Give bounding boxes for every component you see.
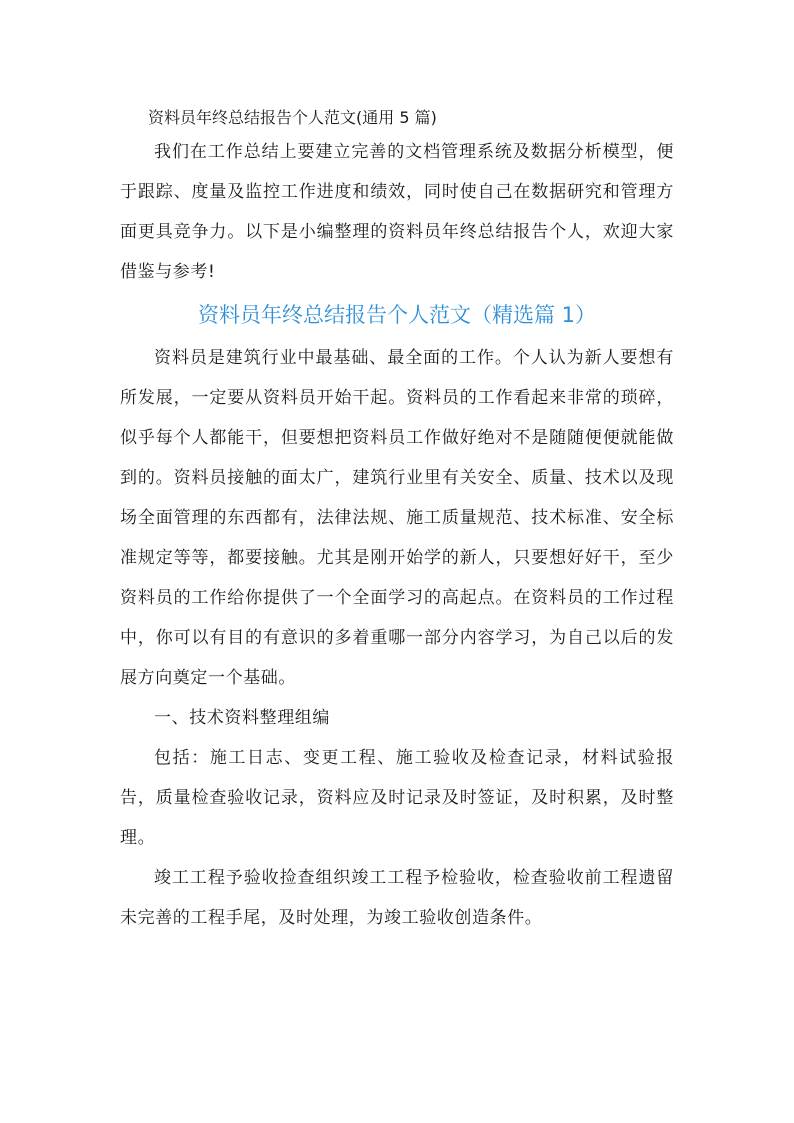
body-paragraph: 包括：施工日志、变更工程、施工验收及检查记录，材料试验报告，质量检查验收记录，资料应及时记录及时签证，及时积累，及时整理。: [120, 748, 674, 848]
body-paragraph: 资料员是建筑行业中最基础、最全面的工作。个人认为新人要想有所发展，一定要从资料员开始干起。资料员的工作看起来非常的琐碎，似乎每个人都能干，但要想把资料员工作做好绝对不是随随便便就能做到的。资料员接触的面太广，建筑行业里有关安全、质量、技术以及现场全面管理的东西都有，法律法规、施工质量规范、技术标准、安全标准规定等等，都要接触。尤其是刚开始学的新人，只要想好好干，至少资料员的工作给你提供了一个全面学习的高起点。在资料员的工作过程中，你可以有目的有意识的多着重哪一部分内容学习，为自己以后的发展方向奠定一个基础。: [120, 348, 674, 688]
document-title: 资料员年终总结报告个人范文(通用 5 篇): [148, 108, 437, 127]
subheading-paragraph: 一、技术资料整理组编: [154, 708, 330, 728]
intro-paragraph: 我们在工作总结上要建立完善的文档管理系统及数据分析模型，便于跟踪、度量及监控工作进度和绩效，同时使自己在数据研究和管理方面更具竞争力。以下是小编整理的资料员年终总结报告个人，欢迎大家借鉴与参考!: [120, 142, 674, 282]
body-paragraph: 竣工工程予验收捡查组织竣工工程予检验收，检查验收前工程遗留未完善的工程手尾，及时处理，为竣工验收创造条件。: [120, 868, 674, 928]
section-title: 资料员年终总结报告个人范文（精选篇 1）: [197, 303, 597, 327]
